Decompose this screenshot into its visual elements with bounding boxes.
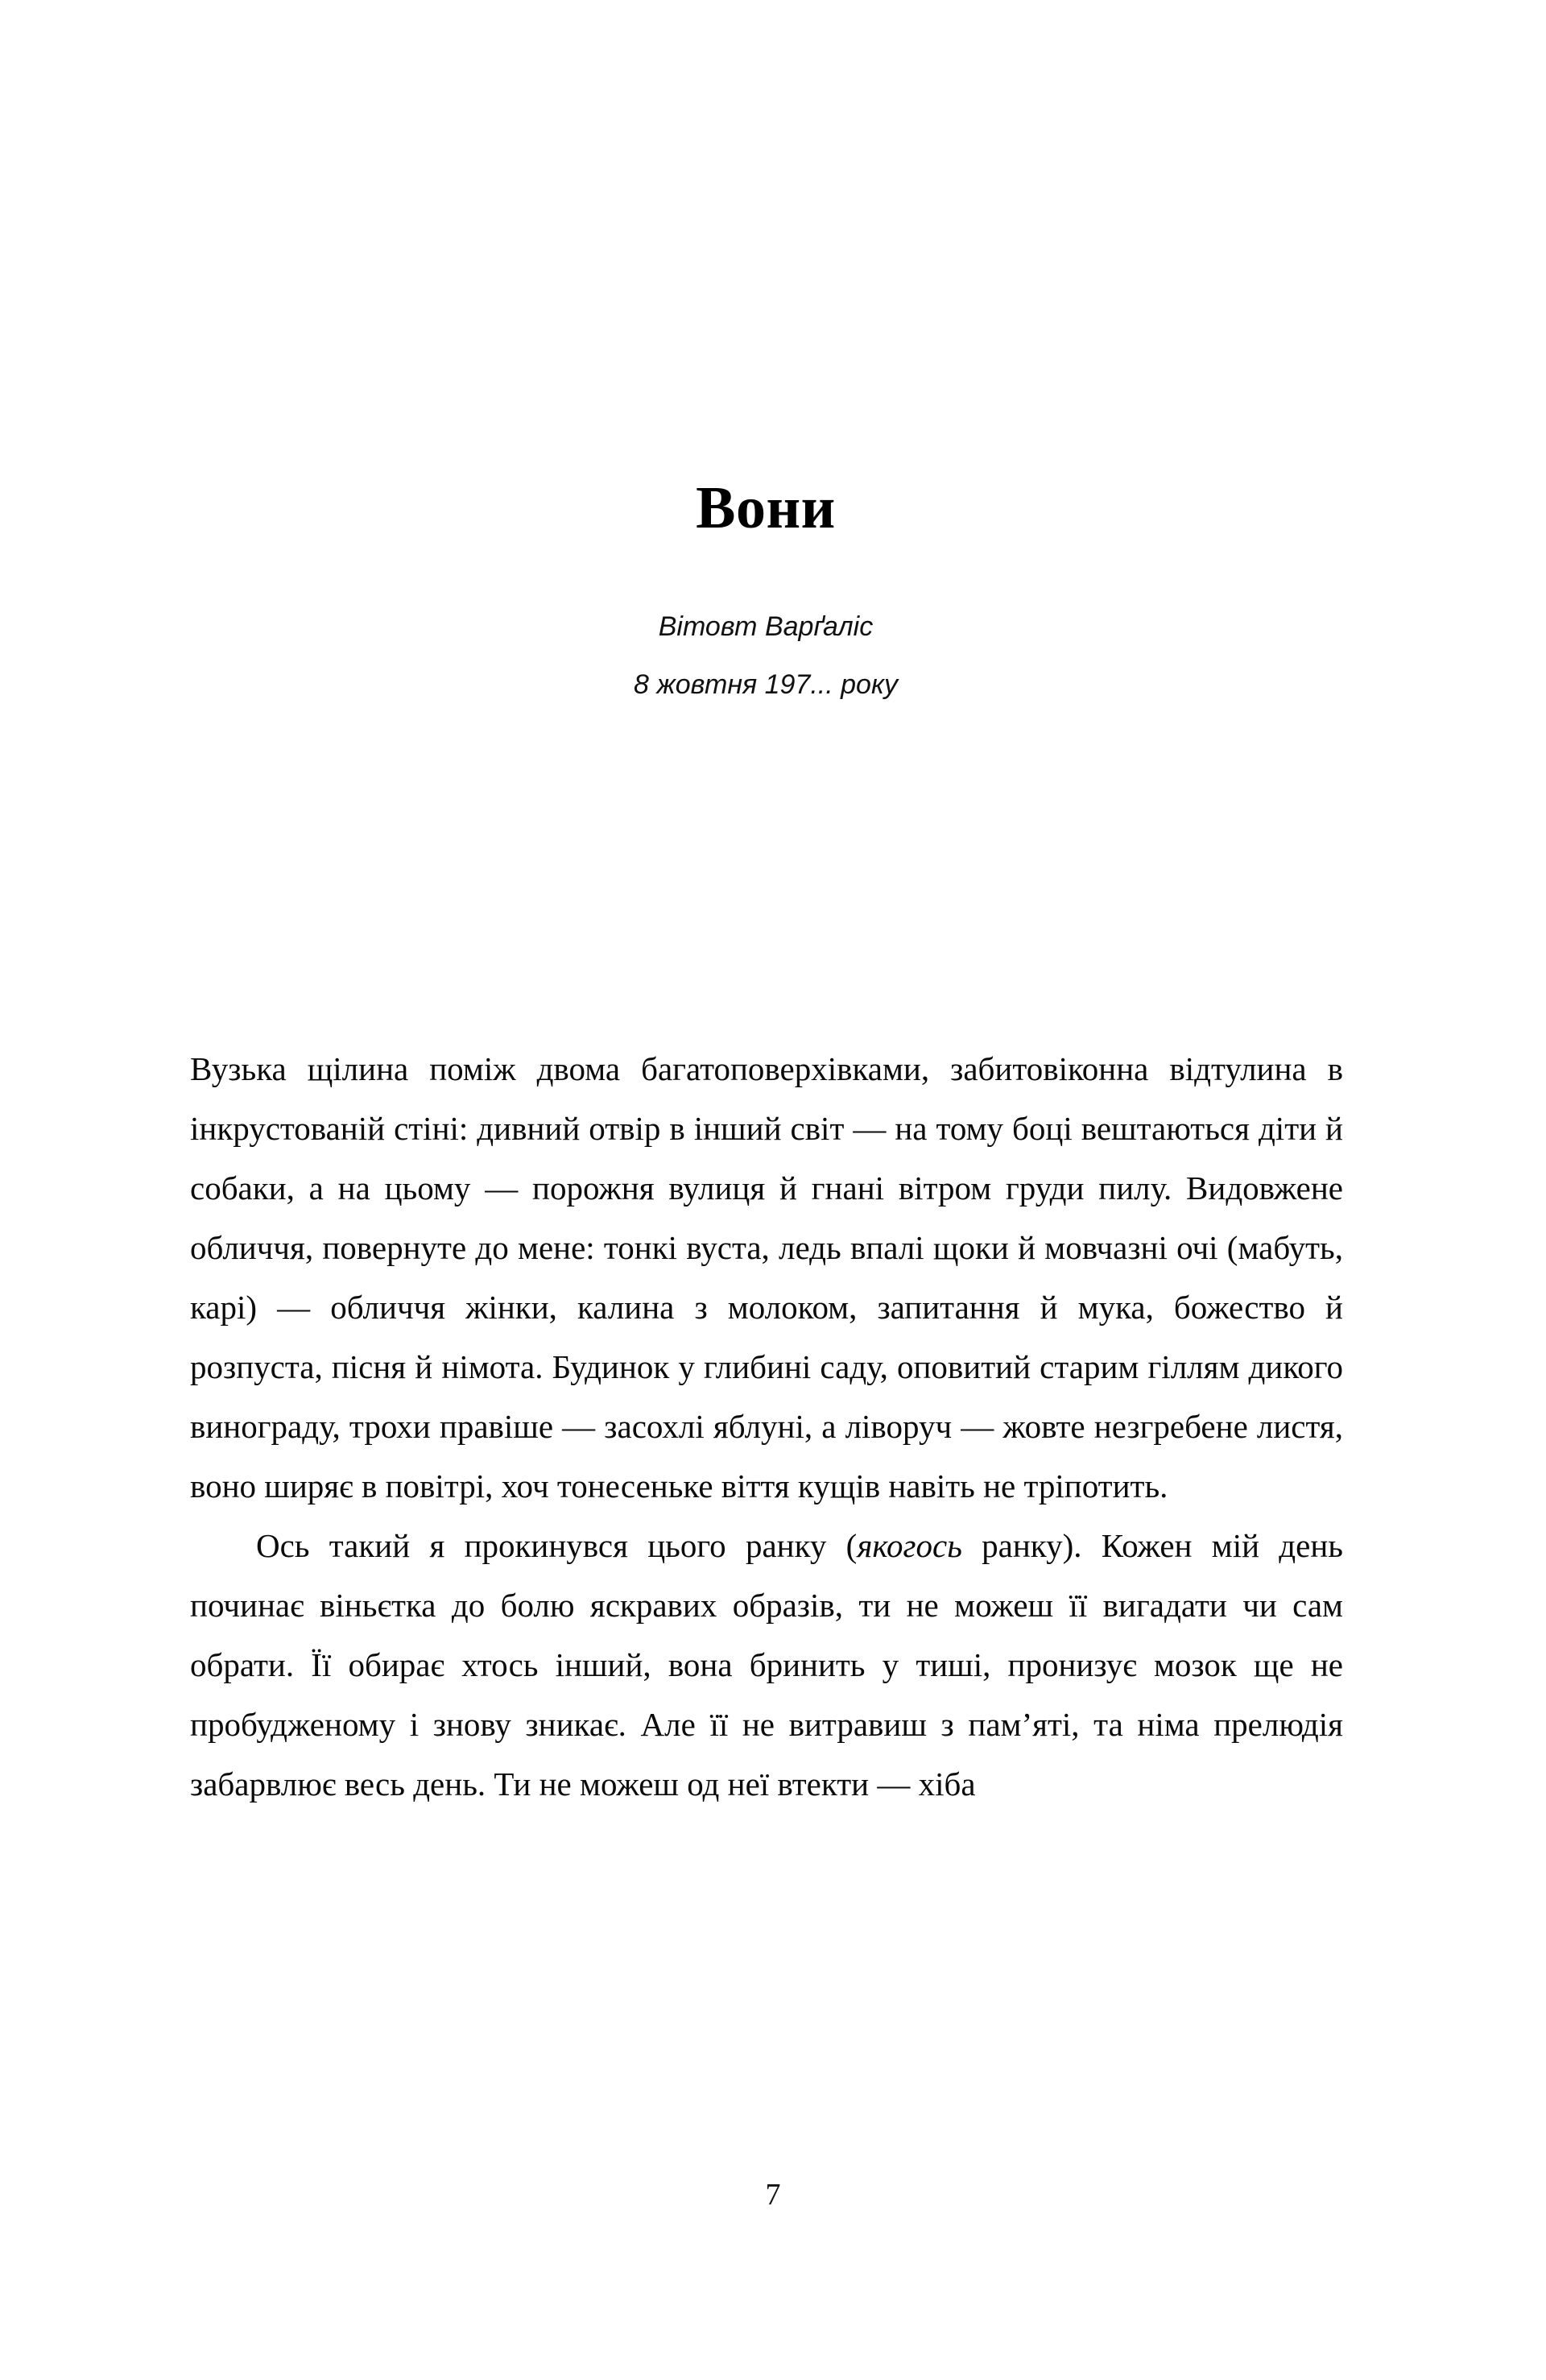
chapter-byline <box>190 598 1341 714</box>
body-paragraph: Ось такий я прокинувся цього ранку (якогось ранку). Кожен мій день починає віньєтка до болю яскравих образів, ти не можеш її вигадати чи сам обрати. Її обирає хтось інший, вона бринить у тиші, пронизує мозок ще не пробудженому і знову зникає. Але її не витравиш з пам’яті, та німа прелюдія забарвлює весь день. Ти не можеш од неї втекти — хіба <box>190 1527 1343 1803</box>
byline-date: 8 жовтня 197... року <box>633 669 899 700</box>
page-number: 7 <box>765 2178 781 2212</box>
body-text <box>190 1039 1343 1814</box>
chapter-title: Вони <box>696 475 836 541</box>
chapter-header <box>190 474 1341 714</box>
body-paragraph: Вузька щілина поміж двома багатоповерхівками, забитовіконна відтулина в інкрустованій стіні: дивний отвір в інший світ — на тому боці вештаються діти й собаки, а на цьому — порожня вулиця й гнані вітром груди пилу. Видовжене обличчя, повернуте до мене: тонкі вуста, ледь впалі щоки й мовчазні очі (мабуть, карі) — обличчя жінки, калина з молоком, запитання й мука, божество й розпуста, пісня й німота. Будинок у глибині саду, оповитий старим гіллям дикого винограду, трохи правіше — засохлі яблуні, а ліворуч — жовте незгребене листя, воно ширяє в повітрі, хоч тонесеньке віття кущів навіть не тріпотить. <box>190 1050 1343 1505</box>
byline-author: Вітовт Варґаліс <box>658 611 874 642</box>
emphasised-text: якогось <box>857 1527 962 1564</box>
